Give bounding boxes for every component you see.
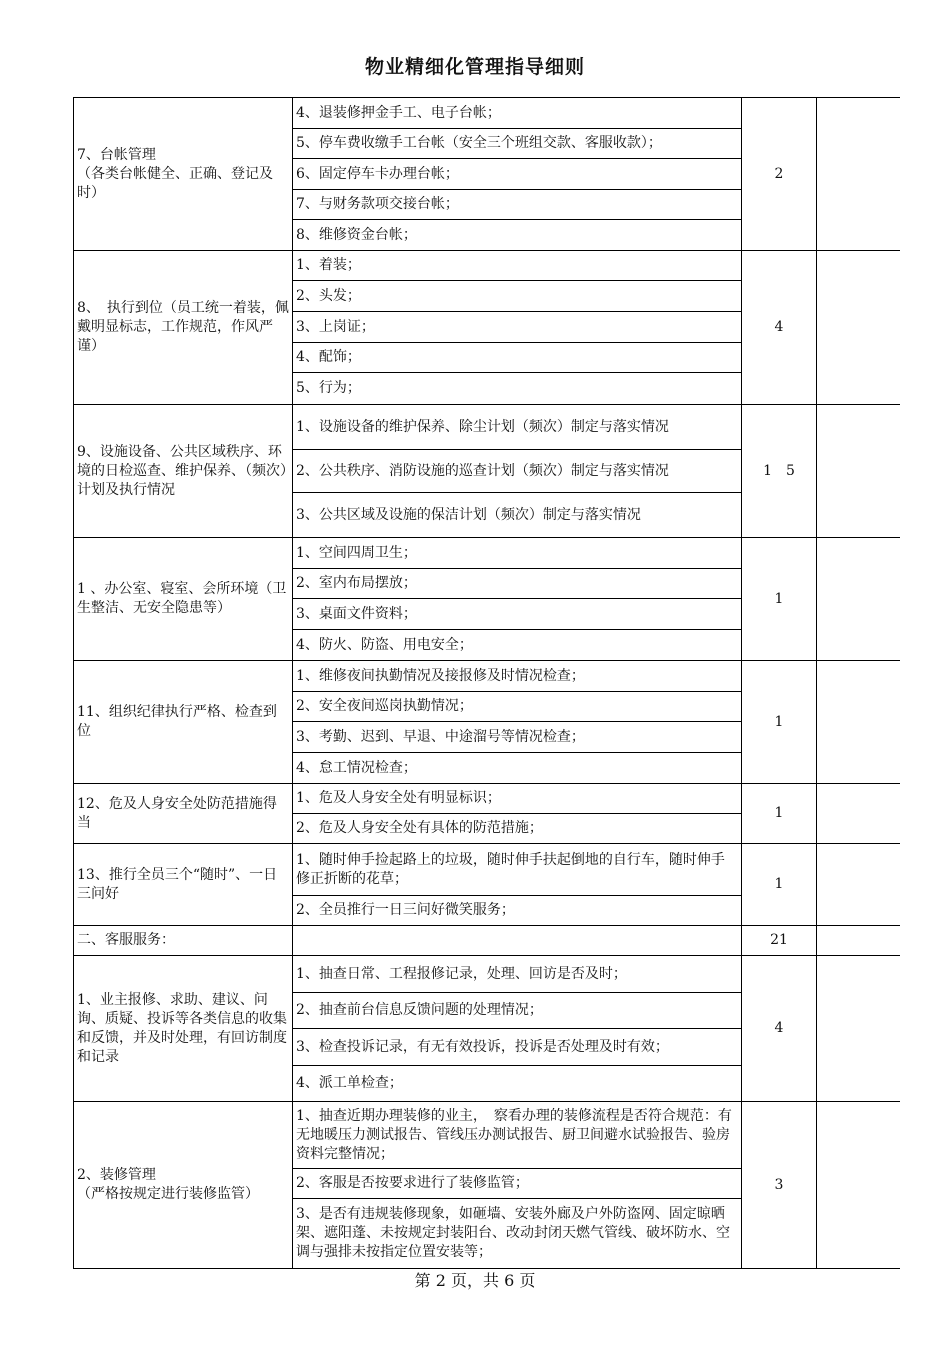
result-cell bbox=[817, 926, 901, 956]
check-item: 3、桌面文件资料； bbox=[293, 599, 742, 630]
check-item: 3、是否有违规装修现象，如砸墙、安装外廊及户外防盗网、固定晾晒架、遮阳蓬、未按规定封装阳台、改动封闭天燃气管线、破坏防水、空调与强排未按指定位置安装等； bbox=[293, 1199, 742, 1269]
table-row bbox=[74, 538, 901, 569]
table-row bbox=[74, 251, 901, 281]
score-cell: 1 bbox=[742, 784, 817, 844]
score-cell: 1 bbox=[742, 538, 817, 661]
result-cell bbox=[817, 405, 901, 538]
result-cell bbox=[817, 661, 901, 784]
check-item: 2、抽查前台信息反馈问题的处理情况； bbox=[293, 993, 742, 1029]
category-cell: 12、危及人身安全处防范措施得当 bbox=[74, 784, 293, 844]
category-cell: 2、装修管理 （严格按规定进行装修监管） bbox=[74, 1102, 293, 1269]
check-item: 6、固定停车卡办理台帐； bbox=[293, 159, 742, 190]
result-cell bbox=[817, 538, 901, 661]
check-item: 1、设施设备的维护保养、除尘计划（频次）制定与落实情况 bbox=[293, 405, 742, 450]
check-item: 1、随时伸手捡起路上的垃圾，随时伸手扶起倒地的自行车，随时伸手修正折断的花草； bbox=[293, 844, 742, 896]
check-item: 4、退装修押金手工、电子台帐； bbox=[293, 98, 742, 129]
check-item: 4、派工单检查； bbox=[293, 1066, 742, 1102]
table-row bbox=[74, 784, 901, 814]
table-row bbox=[74, 1102, 901, 1169]
table-row bbox=[74, 844, 901, 896]
category-cell: 11、组织纪律执行严格、检查到位 bbox=[74, 661, 293, 784]
result-cell bbox=[817, 844, 901, 926]
check-item: 3、上岗证； bbox=[293, 312, 742, 343]
section-item-cell bbox=[293, 926, 742, 956]
check-item: 2、安全夜间巡岗执勤情况； bbox=[293, 692, 742, 722]
section-score: 21 bbox=[742, 926, 817, 956]
category-cell: 8、 执行到位（员工统一着装，佩戴明显标志，工作规范，作风严谨） bbox=[74, 251, 293, 405]
result-cell bbox=[817, 784, 901, 844]
section-row bbox=[74, 926, 901, 956]
table-row bbox=[74, 98, 901, 129]
check-item: 3、检查投诉记录，有无有效投诉，投诉是否处理及时有效； bbox=[293, 1029, 742, 1066]
check-item: 2、危及人身安全处有具体的防范措施； bbox=[293, 814, 742, 844]
check-item: 1、抽查近期办理装修的业主， 察看办理的装修流程是否符合规范：有无地暖压力测试报告、管线压办测试报告、厨卫间避水试验报告、验房资料完整情况； bbox=[293, 1102, 742, 1169]
category-cell: 1、业主报修、求助、建议、问询、质疑、投诉等各类信息的收集和反馈，并及时处理，有回访制度和记录 bbox=[74, 956, 293, 1102]
score-cell: 2 bbox=[742, 98, 817, 251]
inspection-table bbox=[73, 97, 900, 1269]
check-item: 1、着装； bbox=[293, 251, 742, 281]
check-item: 1、危及人身安全处有明显标识； bbox=[293, 784, 742, 814]
category-cell: 9、设施设备、公共区域秩序、环境的日检巡查、维护保养、（频次）计划及执行情况 bbox=[74, 405, 293, 538]
category-cell: 7、台帐管理 （各类台帐健全、正确、登记及时） bbox=[74, 98, 293, 251]
check-item: 3、公共区域及设施的保洁计划（频次）制定与落实情况 bbox=[293, 493, 742, 538]
result-cell bbox=[817, 1102, 901, 1269]
score-cell: 1 5 bbox=[742, 405, 817, 538]
check-item: 2、客服是否按要求进行了装修监管； bbox=[293, 1169, 742, 1199]
check-item: 3、考勤、迟到、早退、中途溜号等情况检查； bbox=[293, 722, 742, 753]
section-title: 二、客服服务： bbox=[74, 926, 293, 956]
page-title: 物业精细化管理指导细则 bbox=[364, 56, 585, 78]
table-row bbox=[74, 956, 901, 993]
check-item: 1、抽查日常、工程报修记录，处理、回访是否及时； bbox=[293, 956, 742, 993]
table-row bbox=[74, 661, 901, 692]
page-footer: 第 2 页，共 6 页 bbox=[414, 1271, 536, 1290]
check-item: 2、公共秩序、消防设施的巡查计划（频次）制定与落实情况 bbox=[293, 450, 742, 493]
result-cell bbox=[817, 251, 901, 405]
check-item: 4、怠工情况检查； bbox=[293, 753, 742, 784]
table-row bbox=[74, 405, 901, 450]
inspection-sheet bbox=[73, 97, 900, 1270]
check-item: 7、与财务款项交接台帐； bbox=[293, 190, 742, 220]
result-cell bbox=[817, 98, 901, 251]
category-cell: 1 、办公室、寝室、会所环境（卫生整洁、无安全隐患等） bbox=[74, 538, 293, 661]
check-item: 5、停车费收缴手工台帐（安全三个班组交款、客服收款）； bbox=[293, 129, 742, 159]
score-cell: 4 bbox=[742, 251, 817, 405]
check-item: 2、全员推行一日三问好微笑服务； bbox=[293, 896, 742, 926]
check-item: 4、配饰； bbox=[293, 343, 742, 373]
check-item: 2、头发； bbox=[293, 281, 742, 312]
result-cell bbox=[817, 956, 901, 1102]
check-item: 1、维修夜间执勤情况及接报修及时情况检查； bbox=[293, 661, 742, 692]
check-item: 5、行为； bbox=[293, 373, 742, 405]
score-cell: 3 bbox=[742, 1102, 817, 1269]
check-item: 2、室内布局摆放； bbox=[293, 569, 742, 599]
check-item: 4、防火、防盗、用电安全； bbox=[293, 630, 742, 661]
category-cell: 13、推行全员三个“随时”、一日三问好 bbox=[74, 844, 293, 926]
score-cell: 1 bbox=[742, 661, 817, 784]
score-cell: 4 bbox=[742, 956, 817, 1102]
score-cell: 1 bbox=[742, 844, 817, 926]
check-item: 1、空间四周卫生； bbox=[293, 538, 742, 569]
check-item: 8、维修资金台帐； bbox=[293, 220, 742, 251]
